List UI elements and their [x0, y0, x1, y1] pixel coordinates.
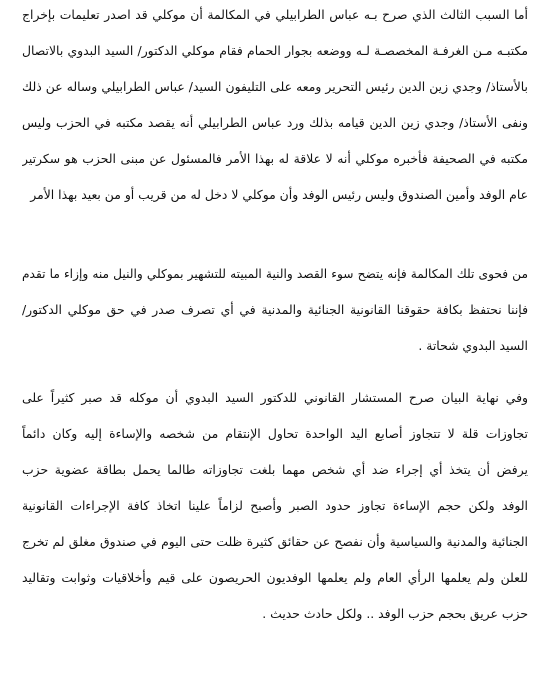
- text-line: فإننا نحتفظ بكافة حقوقنا القانونية الجنائية والمدنية في أي تصرف صدر في حق موكلي الدكتور/: [22, 302, 528, 317]
- text-line: تجاوزات قلة لا تتجاوز أصابع اليد الواحدة تحاول الإنتقام من شخصه والإساءة إليه وكان دائماً: [22, 426, 528, 441]
- text-line: أما السبب الثالث الذي صرح بـه عباس الطرابيلي في المكالمة أن موكلي قد اصدر تعليمات بإخراج: [22, 7, 528, 22]
- text-line: للعلن ولم يعلمها الرأي العام ولم يعلمها الوفديون الحريصون على قيم وأخلاقيات وثوابت وتقاليد: [22, 570, 528, 585]
- text-line: مكتبه في الصحيفة فأخبره موكلي أنه لا علاقة له بهذا الأمر فالمسئول عن مبنى الحزب هو سكرتير: [22, 151, 528, 166]
- text-line: عام الوفد وأمين الصندوق وليس رئيس الوفد وأن موكلي لا دخل له من قريب أو من بعيد بهذا الأمر: [30, 187, 528, 202]
- paragraph-reservation-of-rights: [22, 256, 528, 364]
- text-line: وفي نهاية البيان صرح المستشار القانوني للدكتور السيد البدوي أن موكله قد صبر كثيراً على: [22, 390, 528, 405]
- text-line: يرفض أن يتخذ أي إجراء ضد أي شخص مهما بلغت تجاوزاته طالما يحمل بطاقة عضوية حزب: [22, 462, 528, 477]
- text-line: الجنائية والمدنية والسياسية وأن نفصح عن حقائق كثيرة ظلت حتى اليوم في صندوق مغلق لم تخرج: [22, 534, 528, 549]
- text-line: السيد البدوي شحاتة .: [418, 338, 528, 353]
- text-line: حزب عريق بحجم حزب الوفد .. ولكل حادث حديث .: [262, 606, 528, 621]
- text-line: مكتبـه مـن الغرفـة المخصصـة لـه ووضعه بجوار الحمام فقام موكلي الدكتور/ السيد البدوي بالاتصال: [22, 43, 528, 58]
- text-line: بالأستاذ/ وجدي زين الدين رئيس التحرير ومعه على التليفون السيد/ عباس الطرابيلي وساله عن ذلك: [22, 79, 528, 94]
- text-line: الوفد ولكن حجم الإساءة تجاوز حدود الصبر وأصبح لزاماً علينا اتخاذ كافة الإجراءات القانونية: [22, 498, 528, 513]
- text-line: ونفى الأستاذ/ وجدي زين الدين قيامه بذلك ورد عباس الطرابيلي أنه يقصد مكتبه في الحزب وليس: [22, 115, 528, 130]
- paragraph-statement-conclusion: [22, 380, 528, 632]
- paragraph-third-reason: [22, 0, 528, 213]
- text-line: من فحوى تلك المكالمة فإنه يتضح سوء القصد والنية المبيته للتشهير بموكلي والنيل منه وإزاء ما تقدم: [22, 267, 528, 281]
